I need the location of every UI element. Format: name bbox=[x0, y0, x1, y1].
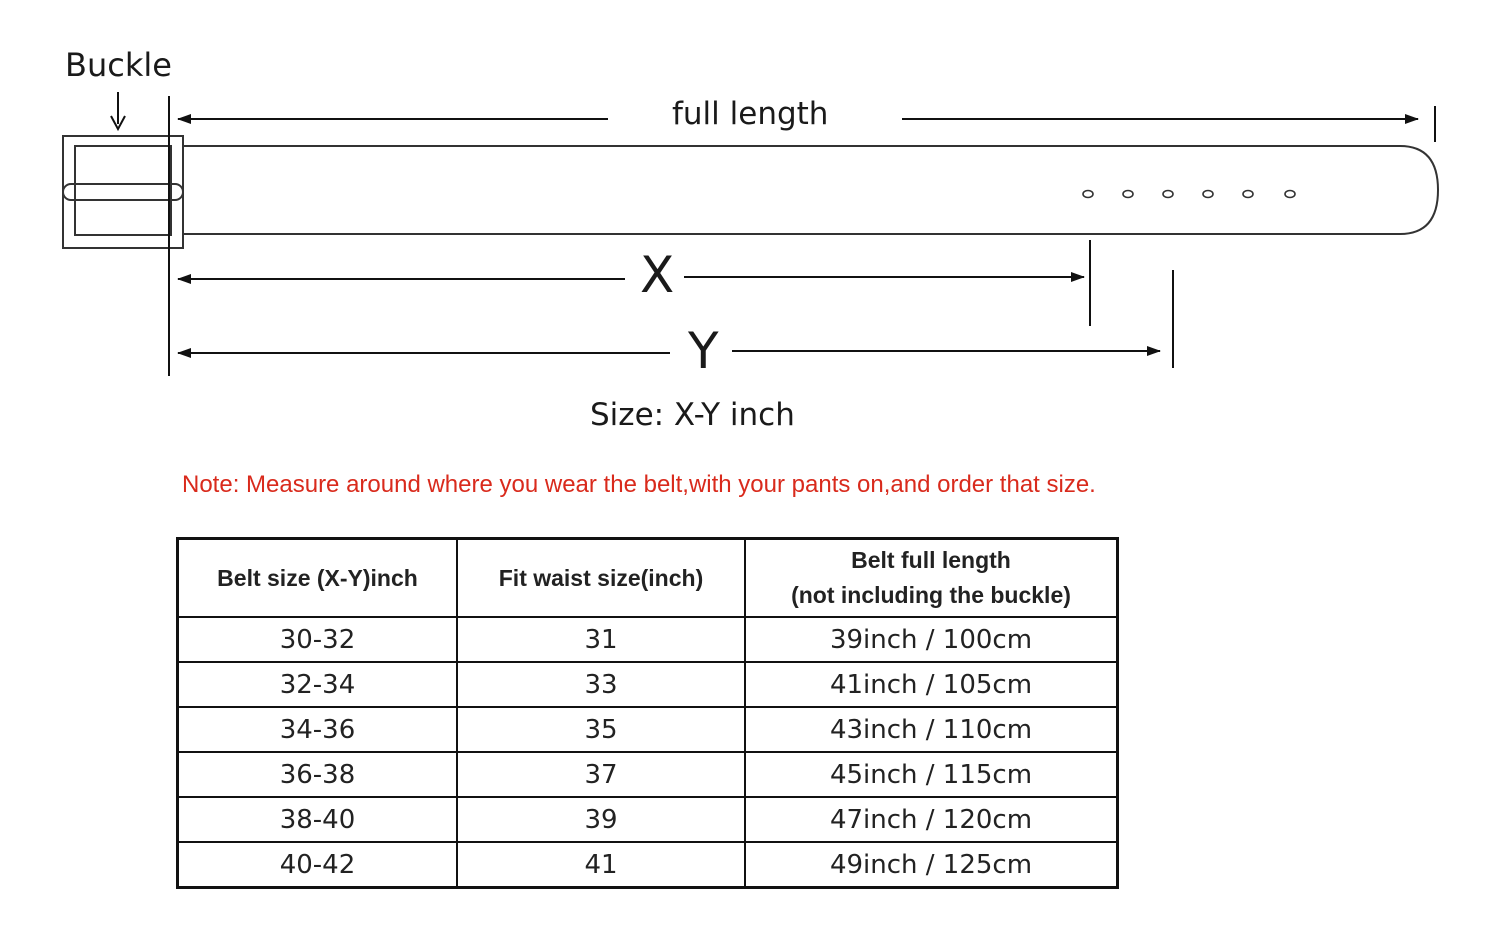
table-row bbox=[178, 617, 1118, 662]
cell-belt-size: 32-34 bbox=[178, 662, 458, 707]
table-row bbox=[178, 842, 1118, 888]
table-row bbox=[178, 707, 1118, 752]
cell-waist-size: 41 bbox=[457, 842, 745, 888]
cell-waist-size: 33 bbox=[457, 662, 745, 707]
cell-full-length: 39inch / 100cm bbox=[745, 617, 1118, 662]
belt-diagram bbox=[0, 0, 1500, 460]
cell-full-length: 47inch / 120cm bbox=[745, 797, 1118, 842]
cell-belt-size: 30-32 bbox=[178, 617, 458, 662]
header-belt-full-length-line1: Belt full length bbox=[851, 547, 1011, 573]
cell-full-length: 49inch / 125cm bbox=[745, 842, 1118, 888]
cell-belt-size: 38-40 bbox=[178, 797, 458, 842]
cell-full-length: 45inch / 115cm bbox=[745, 752, 1118, 797]
cell-waist-size: 37 bbox=[457, 752, 745, 797]
cell-waist-size: 31 bbox=[457, 617, 745, 662]
cell-belt-size: 36-38 bbox=[178, 752, 458, 797]
cell-full-length: 43inch / 110cm bbox=[745, 707, 1118, 752]
x-dimension-label: X bbox=[640, 246, 675, 304]
cell-waist-size: 39 bbox=[457, 797, 745, 842]
table-row bbox=[178, 797, 1118, 842]
header-belt-full-length-line2: (not including the buckle) bbox=[791, 582, 1071, 608]
table-row bbox=[178, 752, 1118, 797]
buckle-label: Buckle bbox=[65, 46, 172, 84]
header-belt-size: Belt size (X-Y)inch bbox=[178, 539, 458, 618]
cell-belt-size: 40-42 bbox=[178, 842, 458, 888]
belt-buckle bbox=[63, 136, 183, 248]
cell-belt-size: 34-36 bbox=[178, 707, 458, 752]
header-fit-waist-size: Fit waist size(inch) bbox=[457, 539, 745, 618]
y-dimension-label: Y bbox=[688, 322, 719, 380]
size-caption: Size: X-Y inch bbox=[590, 397, 795, 433]
measurement-note: Note: Measure around where you wear the belt,with your pants on,and order that size. bbox=[182, 471, 1096, 498]
arrow-down-icon bbox=[111, 92, 125, 129]
table-row bbox=[178, 662, 1118, 707]
cell-waist-size: 35 bbox=[457, 707, 745, 752]
cell-full-length: 41inch / 105cm bbox=[745, 662, 1118, 707]
full-length-label: full length bbox=[672, 96, 829, 132]
header-belt-full-length bbox=[745, 539, 1118, 618]
belt-holes bbox=[1083, 191, 1295, 198]
table-header-row bbox=[178, 539, 1118, 618]
size-chart-table bbox=[176, 537, 1119, 889]
